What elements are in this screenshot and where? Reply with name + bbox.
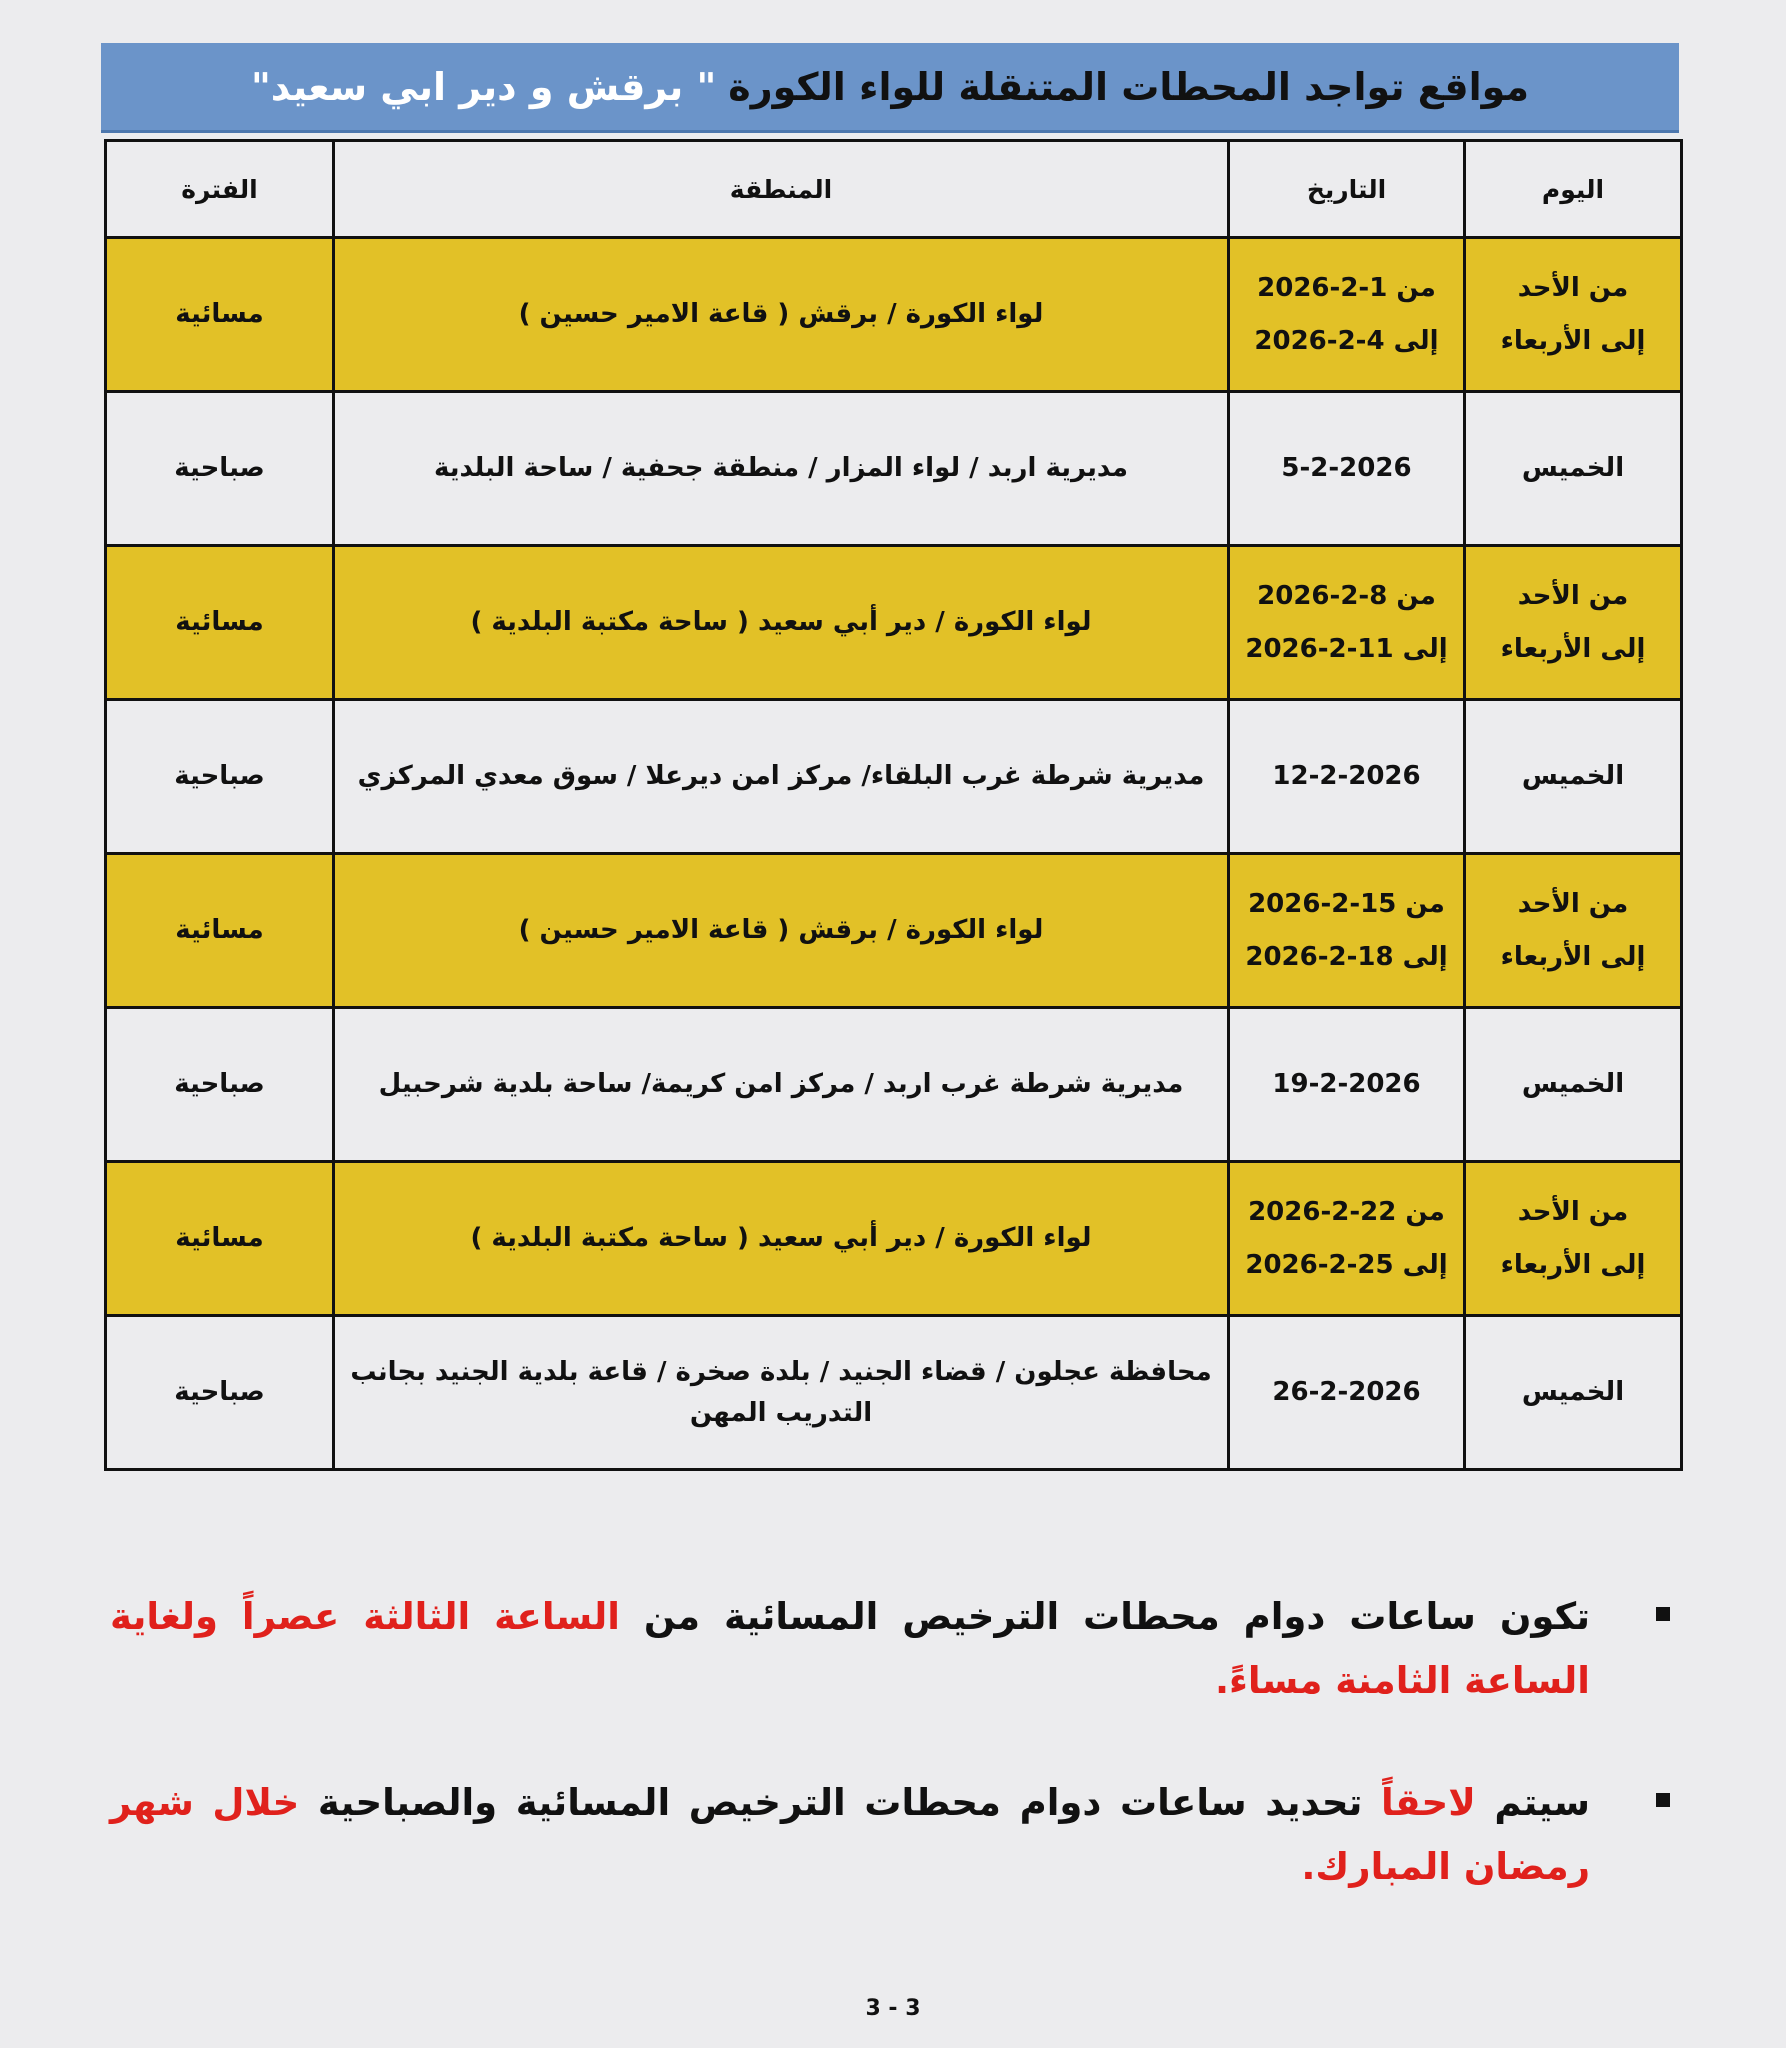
cell-area: مديرية شرطة غرب اربد / مركز امن كريمة/ ساحة بلدية شرحبيل [334, 1008, 1229, 1162]
cell-day: من الأحد إلى الأربعاء [1465, 546, 1682, 700]
cell-day: من الأحد إلى الأربعاء [1465, 238, 1682, 392]
header-period: الفترة [106, 141, 334, 238]
cell-area: لواء الكورة / دير أبي سعيد ( ساحة مكتبة البلدية ) [334, 1162, 1229, 1316]
cell-day: من الأحد إلى الأربعاء [1465, 1162, 1682, 1316]
bullet-square-icon [1656, 1793, 1670, 1807]
cell-period: مسائية [106, 546, 334, 700]
note-highlight: الساعة الثالثة عصراً ولغاية الساعة الثامنة مساءً. [110, 1595, 1590, 1702]
title-highlight: " برقش و دير ابي سعيد" [250, 64, 717, 109]
cell-area: مديرية اربد / لواء المزار / منطقة جحفية / ساحة البلدية [334, 392, 1229, 546]
table-row [106, 700, 1682, 854]
cell-day: الخميس [1465, 392, 1682, 546]
cell-period: مسائية [106, 1162, 334, 1316]
table-header-row [106, 141, 1682, 238]
header-area: المنطقة [334, 141, 1229, 238]
note-ramadan-hours [110, 1771, 1670, 1899]
header-day: اليوم [1465, 141, 1682, 238]
cell-area: مديرية شرطة غرب البلقاء/ مركز امن ديرعلا / سوق معدي المركزي [334, 700, 1229, 854]
cell-area: محافظة عجلون / قضاء الجنيد / بلدة صخرة / قاعة بلدية الجنيد بجانب التدريب المهن [334, 1316, 1229, 1470]
title-main: مواقع تواجد المحطات المتنقلة للواء الكورة [728, 64, 1530, 109]
cell-day: الخميس [1465, 700, 1682, 854]
cell-day: الخميس [1465, 1008, 1682, 1162]
cell-period: مسائية [106, 854, 334, 1008]
table-row [106, 1162, 1682, 1316]
cell-date: من 15-2-2026 إلى 18-2-2026 [1229, 854, 1465, 1008]
cell-day: من الأحد إلى الأربعاء [1465, 854, 1682, 1008]
header-date: التاريخ [1229, 141, 1465, 238]
page-title [101, 43, 1679, 133]
schedule-table [104, 139, 1683, 1471]
cell-period: مسائية [106, 238, 334, 392]
cell-area: لواء الكورة / برقش ( قاعة الامير حسين ) [334, 238, 1229, 392]
cell-day: الخميس [1465, 1316, 1682, 1470]
table-row [106, 854, 1682, 1008]
notes-section [110, 1585, 1670, 1957]
note-highlight: خلال شهر رمضان المبارك. [110, 1781, 1590, 1888]
table-row [106, 1316, 1682, 1470]
page-number: 3 - 3 [865, 1996, 921, 2021]
cell-period: صباحية [106, 1316, 334, 1470]
table-row [106, 392, 1682, 546]
cell-date: من 1-2-2026 إلى 4-2-2026 [1229, 238, 1465, 392]
cell-area: لواء الكورة / برقش ( قاعة الامير حسين ) [334, 854, 1229, 1008]
note-text: تحديد ساعات دوام محطات الترخيص المسائية والصباحية [317, 1781, 1363, 1824]
table-row [106, 238, 1682, 392]
cell-date: من 22-2-2026 إلى 25-2-2026 [1229, 1162, 1465, 1316]
cell-date: 12-2-2026 [1229, 700, 1465, 854]
cell-period: صباحية [106, 700, 334, 854]
note-text: تكون ساعات دوام محطات الترخيص المسائية من [643, 1595, 1591, 1638]
cell-date: من 8-2-2026 إلى 11-2-2026 [1229, 546, 1465, 700]
cell-date: 26-2-2026 [1229, 1316, 1465, 1470]
cell-area: لواء الكورة / دير أبي سعيد ( ساحة مكتبة البلدية ) [334, 546, 1229, 700]
cell-date: 19-2-2026 [1229, 1008, 1465, 1162]
table-row [106, 1008, 1682, 1162]
note-highlight: لاحقاً [1381, 1781, 1476, 1824]
bullet-square-icon [1656, 1607, 1670, 1621]
note-text: سيتم [1494, 1781, 1590, 1824]
cell-period: صباحية [106, 392, 334, 546]
table-row [106, 546, 1682, 700]
cell-date: 5-2-2026 [1229, 392, 1465, 546]
cell-period: صباحية [106, 1008, 334, 1162]
note-evening-hours [110, 1585, 1670, 1713]
